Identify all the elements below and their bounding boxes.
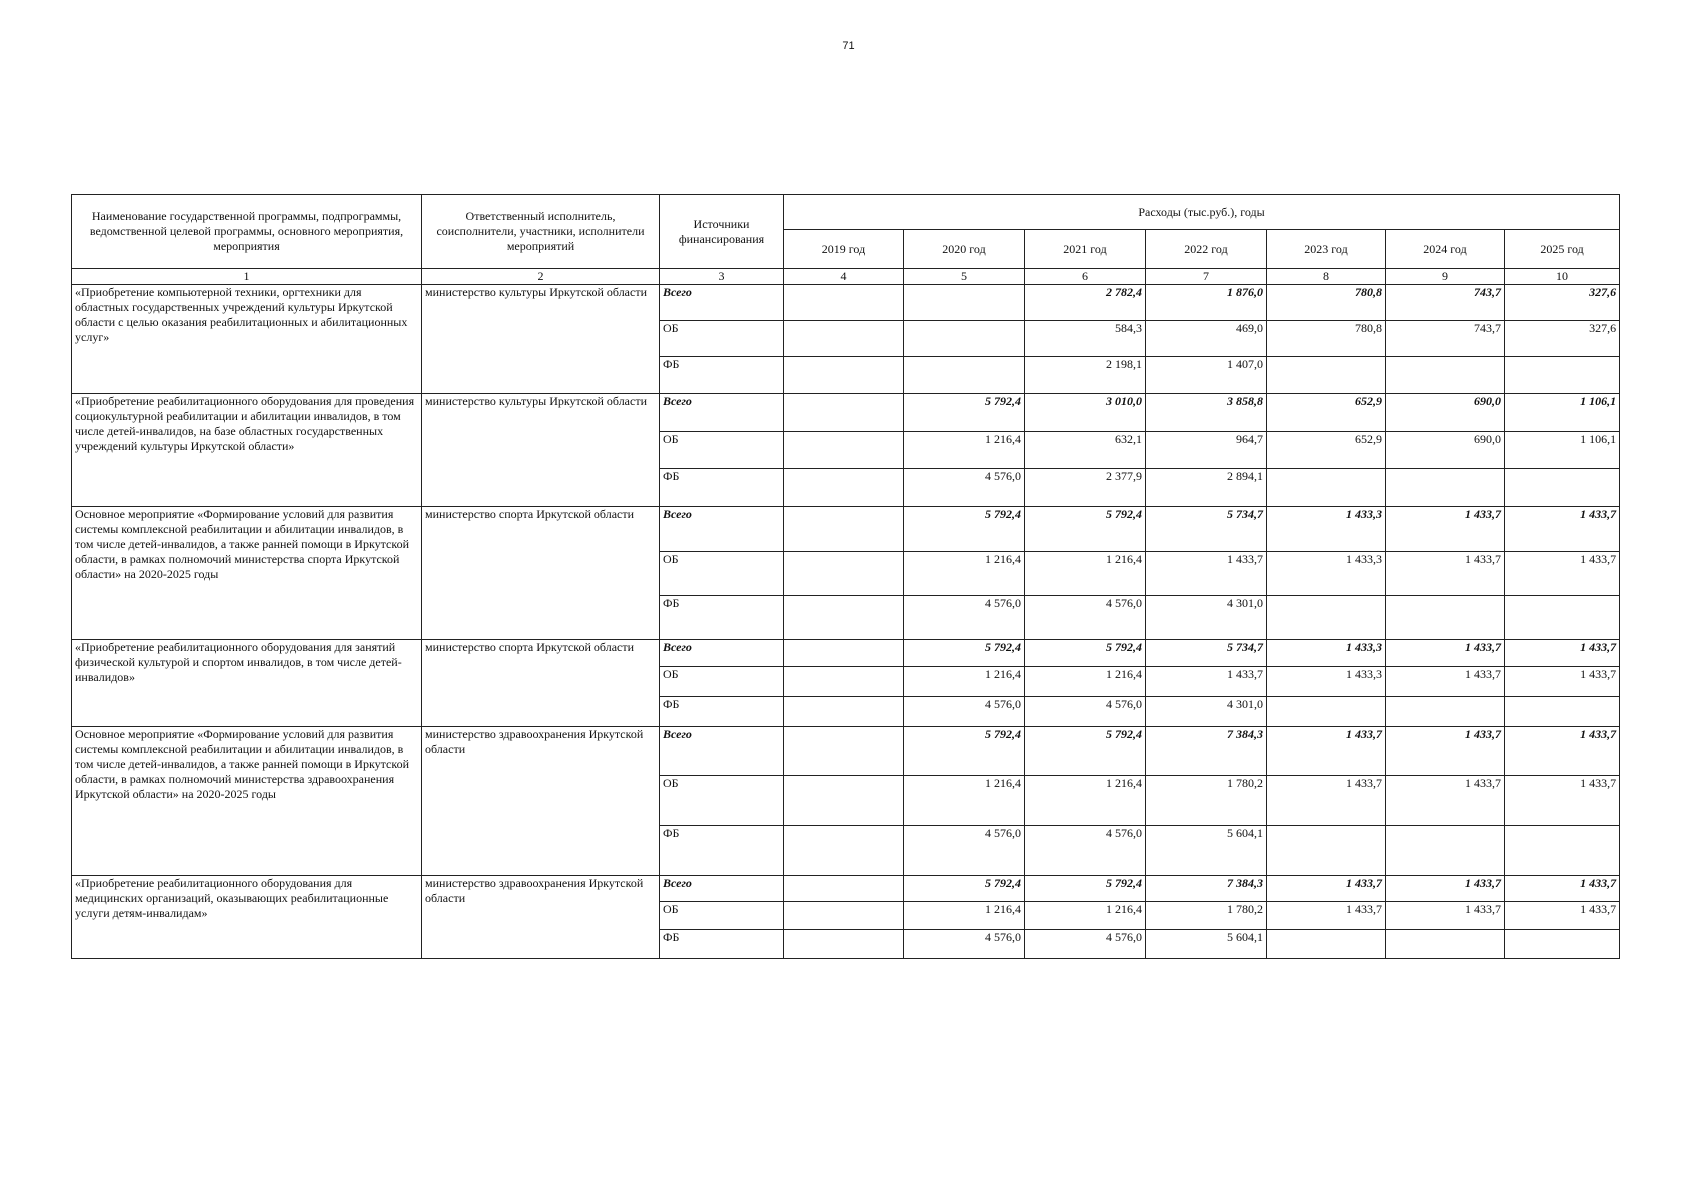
expense-value: 584,3: [1025, 321, 1146, 357]
funding-source: ФБ: [660, 357, 784, 394]
expense-value: 1 433,7: [1505, 507, 1620, 552]
expense-value: 780,8: [1267, 321, 1386, 357]
expense-value: 1 433,7: [1505, 640, 1620, 667]
expense-value: 5 792,4: [1025, 727, 1146, 776]
funding-source: ФБ: [660, 697, 784, 727]
header-executor: Ответственный исполнитель, соисполнители, участники, исполнители мероприятий: [422, 195, 660, 269]
expense-value: 5 792,4: [904, 394, 1025, 432]
expense-value: [904, 321, 1025, 357]
expense-value: [1386, 826, 1505, 876]
expense-value: 1 433,7: [1386, 902, 1505, 930]
executor-name: министерство спорта Иркутской области: [422, 507, 660, 640]
executor-name: министерство здравоохранения Иркутской области: [422, 876, 660, 959]
expense-value: [784, 902, 904, 930]
expense-value: [1505, 697, 1620, 727]
expense-value: 4 576,0: [1025, 697, 1146, 727]
expense-value: 4 576,0: [1025, 826, 1146, 876]
activity-name: «Приобретение реабилитационного оборудования для занятий физической культурой и спортом инвалидов, в том числе детей-инвалидов»: [72, 640, 422, 727]
expense-value: 4 576,0: [1025, 596, 1146, 640]
header-name: Наименование государственной программы, подпрограммы, ведомственной целевой программы, основного мероприятия, мероприятия: [72, 195, 422, 269]
funding-source: ФБ: [660, 469, 784, 507]
expense-value: [784, 876, 904, 902]
expense-value: 2 782,4: [1025, 285, 1146, 321]
expense-value: 1 407,0: [1146, 357, 1267, 394]
header-year: 2021 год: [1025, 230, 1146, 269]
expense-value: [1505, 357, 1620, 394]
header-year: 2023 год: [1267, 230, 1386, 269]
expense-value: 1 433,7: [1267, 902, 1386, 930]
column-number: 6: [1025, 269, 1146, 285]
expense-value: 1 433,7: [1386, 552, 1505, 596]
expense-value: 2 377,9: [1025, 469, 1146, 507]
expense-value: 1 433,7: [1386, 876, 1505, 902]
funding-source: Всего: [660, 640, 784, 667]
expense-value: 1 433,7: [1386, 640, 1505, 667]
expense-value: 1 433,7: [1386, 667, 1505, 697]
expense-value: 1 433,7: [1386, 776, 1505, 826]
expense-value: 1 216,4: [1025, 552, 1146, 596]
expense-value: [1386, 930, 1505, 959]
header-year: 2024 год: [1386, 230, 1505, 269]
table-row: [72, 640, 1620, 667]
expense-value: [784, 469, 904, 507]
expense-value: [904, 285, 1025, 321]
funding-source: ФБ: [660, 596, 784, 640]
expense-value: 652,9: [1267, 432, 1386, 469]
funding-source: ФБ: [660, 930, 784, 959]
expense-value: 1 433,7: [1146, 552, 1267, 596]
expense-value: 5 734,7: [1146, 507, 1267, 552]
expense-value: 1 433,3: [1267, 507, 1386, 552]
expense-value: 1 433,7: [1505, 876, 1620, 902]
table-body: [72, 285, 1620, 959]
expense-value: 4 576,0: [904, 826, 1025, 876]
expense-value: 5 734,7: [1146, 640, 1267, 667]
table-row: [72, 876, 1620, 902]
expense-value: [784, 321, 904, 357]
expense-value: [1267, 697, 1386, 727]
executor-name: министерство культуры Иркутской области: [422, 394, 660, 507]
expense-value: 469,0: [1146, 321, 1267, 357]
executor-name: министерство спорта Иркутской области: [422, 640, 660, 727]
expense-value: 5 792,4: [904, 876, 1025, 902]
expense-value: 1 433,7: [1146, 667, 1267, 697]
expense-value: 7 384,3: [1146, 727, 1267, 776]
activity-name: «Приобретение реабилитационного оборудования для проведения социокультурной реабилитации и абилитации инвалидов, в том числе детей-инвалидов, на базе областных государственных учреждений культуры Иркутской области»: [72, 394, 422, 507]
funding-source: Всего: [660, 727, 784, 776]
column-number: 2: [422, 269, 660, 285]
expense-value: [784, 776, 904, 826]
expense-value: 743,7: [1386, 285, 1505, 321]
expense-value: [1505, 596, 1620, 640]
expense-value: [1505, 826, 1620, 876]
expense-value: 5 604,1: [1146, 930, 1267, 959]
expense-value: [784, 667, 904, 697]
expense-value: 1 433,7: [1505, 776, 1620, 826]
table-row: [72, 285, 1620, 321]
column-number: 10: [1505, 269, 1620, 285]
funding-source: Всего: [660, 285, 784, 321]
funding-source: Всего: [660, 507, 784, 552]
expense-value: 1 216,4: [904, 667, 1025, 697]
expense-value: 7 384,3: [1146, 876, 1267, 902]
header-sources: Источники финансирования: [660, 195, 784, 269]
funding-source: ОБ: [660, 667, 784, 697]
expense-value: 780,8: [1267, 285, 1386, 321]
expense-value: 5 792,4: [1025, 507, 1146, 552]
expense-value: [1386, 697, 1505, 727]
column-number: 9: [1386, 269, 1505, 285]
expense-value: 1 433,7: [1267, 876, 1386, 902]
expense-value: [1267, 826, 1386, 876]
funding-source: ОБ: [660, 902, 784, 930]
activity-name: «Приобретение реабилитационного оборудования для медицинских организаций, оказывающих реабилитационные услуги детям-инвалидам»: [72, 876, 422, 959]
expense-value: 5 792,4: [904, 640, 1025, 667]
expense-value: 4 576,0: [904, 697, 1025, 727]
page-number: 71: [842, 40, 855, 52]
expense-value: [784, 826, 904, 876]
activity-name: «Приобретение компьютерной техники, оргтехники для областных государственных учреждений культуры Иркутской области с целью оказания реабилитационных и абилитационных услуг»: [72, 285, 422, 394]
activity-name: Основное мероприятие «Формирование условий для развития системы комплексной реабилитации и абилитации инвалидов, в том числе детей-инвалидов, а также ранней помощи в Иркутской области, в рамках полномочий министерства спорта Иркутской области» на 2020-2025 годы: [72, 507, 422, 640]
expense-value: 1 106,1: [1505, 394, 1620, 432]
expense-value: 5 792,4: [1025, 876, 1146, 902]
expense-value: 1 780,2: [1146, 776, 1267, 826]
expense-value: [1386, 469, 1505, 507]
funding-source: ОБ: [660, 776, 784, 826]
header-expenses: Расходы (тыс.руб.), годы: [784, 195, 1620, 230]
expense-value: 1 433,3: [1267, 640, 1386, 667]
expense-value: 1 433,7: [1267, 776, 1386, 826]
expense-value: 690,0: [1386, 394, 1505, 432]
expense-value: 964,7: [1146, 432, 1267, 469]
column-number: 5: [904, 269, 1025, 285]
expense-value: 4 301,0: [1146, 596, 1267, 640]
expense-value: 1 876,0: [1146, 285, 1267, 321]
expense-value: [784, 432, 904, 469]
expense-value: 1 433,7: [1505, 727, 1620, 776]
expense-value: 4 576,0: [904, 930, 1025, 959]
expense-value: [784, 697, 904, 727]
funding-source: Всего: [660, 394, 784, 432]
expense-value: 5 792,4: [904, 507, 1025, 552]
expense-value: 4 576,0: [904, 469, 1025, 507]
expense-value: [1267, 596, 1386, 640]
expense-value: [784, 727, 904, 776]
expense-value: 4 576,0: [904, 596, 1025, 640]
table-row: [72, 727, 1620, 776]
expense-value: 327,6: [1505, 285, 1620, 321]
funding-source: ФБ: [660, 826, 784, 876]
expense-value: 652,9: [1267, 394, 1386, 432]
expense-value: 743,7: [1386, 321, 1505, 357]
expense-value: 1 216,4: [904, 432, 1025, 469]
expense-value: 1 433,3: [1267, 667, 1386, 697]
expense-value: 1 433,7: [1386, 507, 1505, 552]
expense-value: [784, 930, 904, 959]
expense-value: 5 792,4: [1025, 640, 1146, 667]
expense-value: 327,6: [1505, 321, 1620, 357]
header-year: 2019 год: [784, 230, 904, 269]
expense-value: 1 216,4: [904, 552, 1025, 596]
expense-value: 1 433,7: [1505, 667, 1620, 697]
expense-value: 4 301,0: [1146, 697, 1267, 727]
expense-value: [1386, 596, 1505, 640]
expense-value: 3 858,8: [1146, 394, 1267, 432]
expense-value: [784, 394, 904, 432]
expense-value: 1 433,7: [1267, 727, 1386, 776]
expense-value: [1267, 930, 1386, 959]
expense-value: [784, 596, 904, 640]
expense-value: [1386, 357, 1505, 394]
expense-value: 1 216,4: [904, 776, 1025, 826]
expense-value: [1267, 469, 1386, 507]
activity-name: Основное мероприятие «Формирование условий для развития системы комплексной реабилитации и абилитации инвалидов, в том числе детей-инвалидов, а также ранней помощи в Иркутской области, в рамках полномочий министерства здравоохранения Иркутской области» на 2020-2025 годы: [72, 727, 422, 876]
column-number: 4: [784, 269, 904, 285]
expense-value: 690,0: [1386, 432, 1505, 469]
expense-value: [1505, 930, 1620, 959]
column-number: 3: [660, 269, 784, 285]
expense-value: [1267, 357, 1386, 394]
expense-value: 1 433,7: [1386, 727, 1505, 776]
expense-value: 1 780,2: [1146, 902, 1267, 930]
expense-value: [784, 357, 904, 394]
table-row: [72, 394, 1620, 432]
executor-name: министерство культуры Иркутской области: [422, 285, 660, 394]
expense-value: 4 576,0: [1025, 930, 1146, 959]
expense-value: 3 010,0: [1025, 394, 1146, 432]
expense-value: 2 894,1: [1146, 469, 1267, 507]
funding-source: ОБ: [660, 432, 784, 469]
header-year: 2022 год: [1146, 230, 1267, 269]
expense-value: 1 433,7: [1505, 902, 1620, 930]
header-year: 2025 год: [1505, 230, 1620, 269]
expense-value: 1 106,1: [1505, 432, 1620, 469]
expense-value: 1 433,7: [1505, 552, 1620, 596]
expense-value: 5 604,1: [1146, 826, 1267, 876]
expense-value: [904, 357, 1025, 394]
funding-source: ОБ: [660, 552, 784, 596]
expense-value: 1 433,3: [1267, 552, 1386, 596]
expense-value: 1 216,4: [1025, 902, 1146, 930]
expense-value: [784, 285, 904, 321]
expense-value: 5 792,4: [904, 727, 1025, 776]
expense-value: [784, 507, 904, 552]
column-number: 1: [72, 269, 422, 285]
expense-value: [784, 640, 904, 667]
expense-value: 2 198,1: [1025, 357, 1146, 394]
expense-value: 1 216,4: [1025, 776, 1146, 826]
table-row: [72, 507, 1620, 552]
expense-value: 1 216,4: [1025, 667, 1146, 697]
header-year: 2020 год: [904, 230, 1025, 269]
column-number: 7: [1146, 269, 1267, 285]
column-number: 8: [1267, 269, 1386, 285]
expense-value: 1 216,4: [904, 902, 1025, 930]
expense-value: [1505, 469, 1620, 507]
funding-source: Всего: [660, 876, 784, 902]
funding-source: ОБ: [660, 321, 784, 357]
expense-value: 632,1: [1025, 432, 1146, 469]
executor-name: министерство здравоохранения Иркутской области: [422, 727, 660, 876]
budget-table: [71, 194, 1620, 959]
expense-value: [784, 552, 904, 596]
